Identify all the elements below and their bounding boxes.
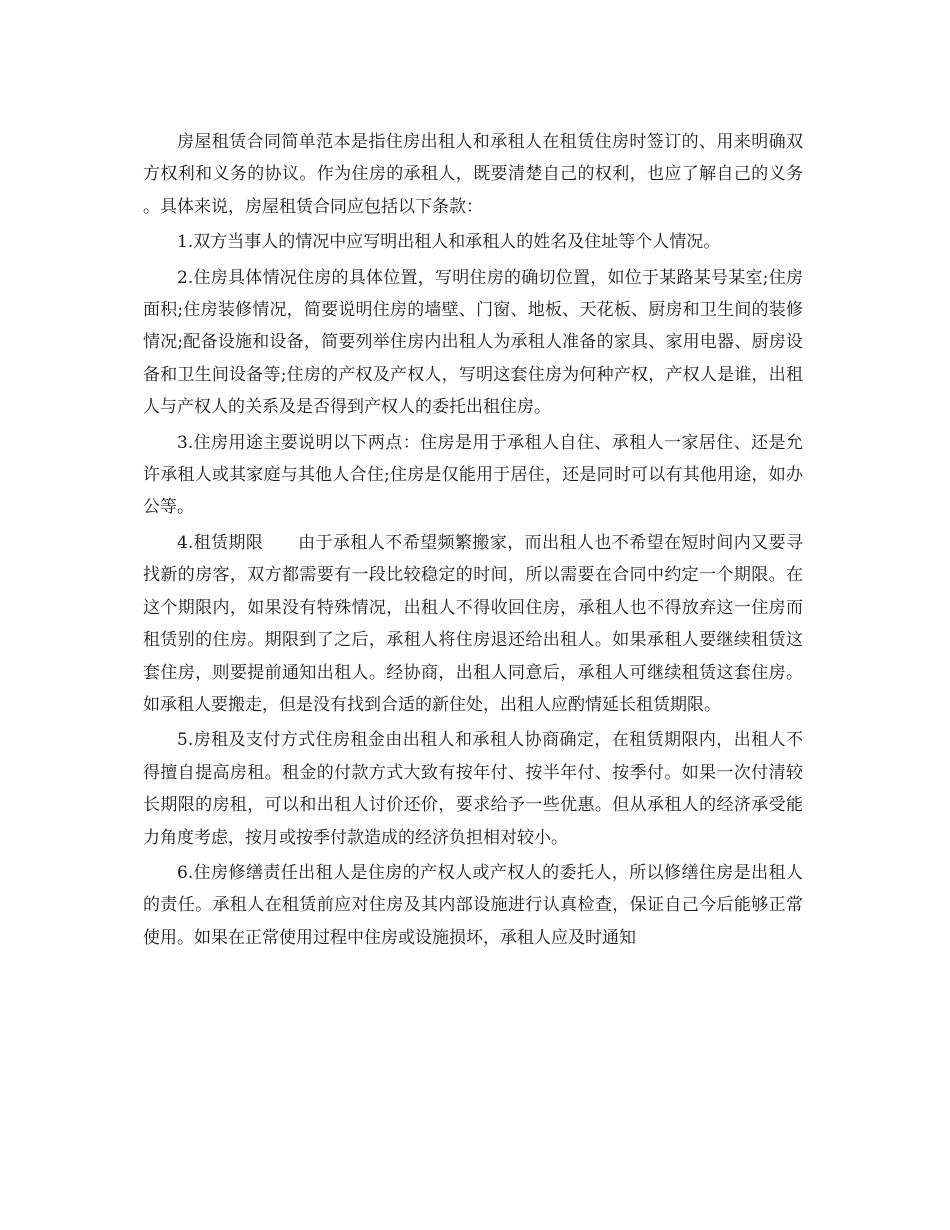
clause-rent-payment: 5.房租及支付方式住房租金由出租人和承租人协商确定，在租赁期限内，出租人不得擅自提高房租。租金的付款方式大致有按年付、按半年付、按季付。如果一次付清较长期限的房租，可以和出租人讨价还价，要求给予一些优惠。但从承租人的经济承受能力角度考虑，按月或按季付款造成的经济负担相对较小。 — [143, 730, 803, 848]
clause-repair-responsibility: 6.住房修缮责任出租人是住房的产权人或产权人的委托人，所以修缮住房是出租人的责任。承租人在租赁前应对住房及其内部设施进行认真检查，保证自己今后能够正常使用。如果在正常使用过程中住房或设施损坏，承租人应及时通知 — [143, 862, 803, 948]
clause-housing-use: 3.住房用途主要说明以下两点：住房是用于承租人自住、承租人一家居住、还是允许承租人或其家庭与其他人合住;住房是仅能用于居住，还是同时可以有其他用途，如办公等。 — [143, 432, 803, 518]
clause-housing-details: 2.住房具体情况住房的具体位置，写明住房的确切位置，如位于某路某号某室;住房面积;住房装修情况，简要说明住房的墙壁、门窗、地板、天花板、厨房和卫生间的装修情况;配备设施和设备，简要列举住房内出租人为承租人准备的家具、家用电器、厨房设备和卫生间设备等;住房的产权及产权人，写明这套住房为何种产权，产权人是谁，出租人与产权人的关系及是否得到产权人的委托出租住房。 — [143, 267, 803, 418]
document-body — [143, 126, 803, 954]
clause-parties: 1.双方当事人的情况中应写明出租人和承租人的姓名及住址等个人情况。 — [177, 232, 721, 253]
clause-lease-term: 4.租赁期限 由于承租人不希望频繁搬家，而出租人也不希望在短时间内又要寻找新的房客，双方都需要有一段比较稳定的时间，所以需要在合同中约定一个期限。在这个期限内，如果没有特殊情况，出租人不得收回住房，承租人也不得放弃这一住房而租赁别的住房。期限到了之后，承租人将住房退还给出租人。如果承租人要继续租赁这套住房，则要提前通知出租人。经协商，出租人同意后，承租人可继续租赁这套住房。如承租人要搬走，但是没有找到合适的新住处，出租人应酌情延长租赁期限。 — [143, 532, 803, 715]
intro-paragraph: 房屋租赁合同简单范本是指住房出租人和承租人在租赁住房时签订的、用来明确双方权利和义务的协议。作为住房的承租人，既要清楚自己的权利，也应了解自己的义务。具体来说，房屋租赁合同应包括以下条款： — [143, 132, 803, 217]
